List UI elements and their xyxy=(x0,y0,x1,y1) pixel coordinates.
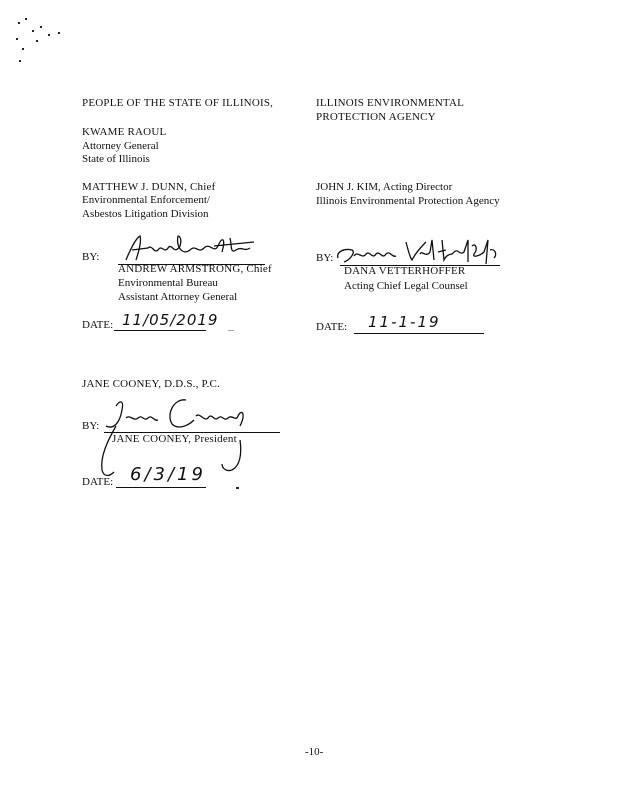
bottom-date-line xyxy=(116,487,206,488)
left-date-value: 11/05/2019 xyxy=(122,311,219,329)
bottom-signer-name: JANE COONEY, President xyxy=(112,433,237,445)
chief-name: MATTHEW J. DUNN, Chief xyxy=(82,181,216,193)
bottom-date-label: DATE: xyxy=(82,476,114,488)
left-date-trail: ... xyxy=(228,324,234,333)
ag-state: State of Illinois xyxy=(82,153,150,165)
right-agency: Illinois Environmental Protection Agency xyxy=(316,195,500,207)
bottom-party: JANE COONEY, D.D.S., P.C. xyxy=(82,378,221,390)
bottom-date-value: 6/3/19 xyxy=(130,464,206,485)
chief-division: Asbestos Litigation Division xyxy=(82,208,209,220)
right-date-line xyxy=(354,333,484,334)
bottom-by-label: BY: xyxy=(82,420,100,432)
right-date-label: DATE: xyxy=(316,321,348,333)
left-date-label: DATE: xyxy=(82,319,114,331)
left-signer-bureau: Environmental Bureau xyxy=(118,277,218,289)
right-signer-title: Acting Chief Legal Counsel xyxy=(344,280,468,292)
ag-name: KWAME RAOUL xyxy=(82,126,167,138)
bottom-speck xyxy=(236,487,239,489)
left-signer-name: ANDREW ARMSTRONG, Chief xyxy=(118,263,272,275)
right-party-line2: PROTECTION AGENCY xyxy=(316,111,436,123)
right-signer-name: DANA VETTERHOFFER xyxy=(344,265,466,277)
left-party: PEOPLE OF THE STATE OF ILLINOIS, xyxy=(82,97,274,109)
right-director: JOHN J. KIM, Acting Director xyxy=(316,181,453,193)
right-party-line1: ILLINOIS ENVIRONMENTAL xyxy=(316,97,465,109)
left-date-line xyxy=(114,330,206,331)
page-number: -10- xyxy=(305,746,324,758)
ag-title: Attorney General xyxy=(82,140,159,152)
right-by-label: BY: xyxy=(316,252,334,264)
chief-title: Environmental Enforcement/ xyxy=(82,194,210,206)
left-signer-title: Assistant Attorney General xyxy=(118,291,238,303)
left-by-label: BY: xyxy=(82,251,100,263)
right-date-value: 11-1-19 xyxy=(368,313,441,331)
